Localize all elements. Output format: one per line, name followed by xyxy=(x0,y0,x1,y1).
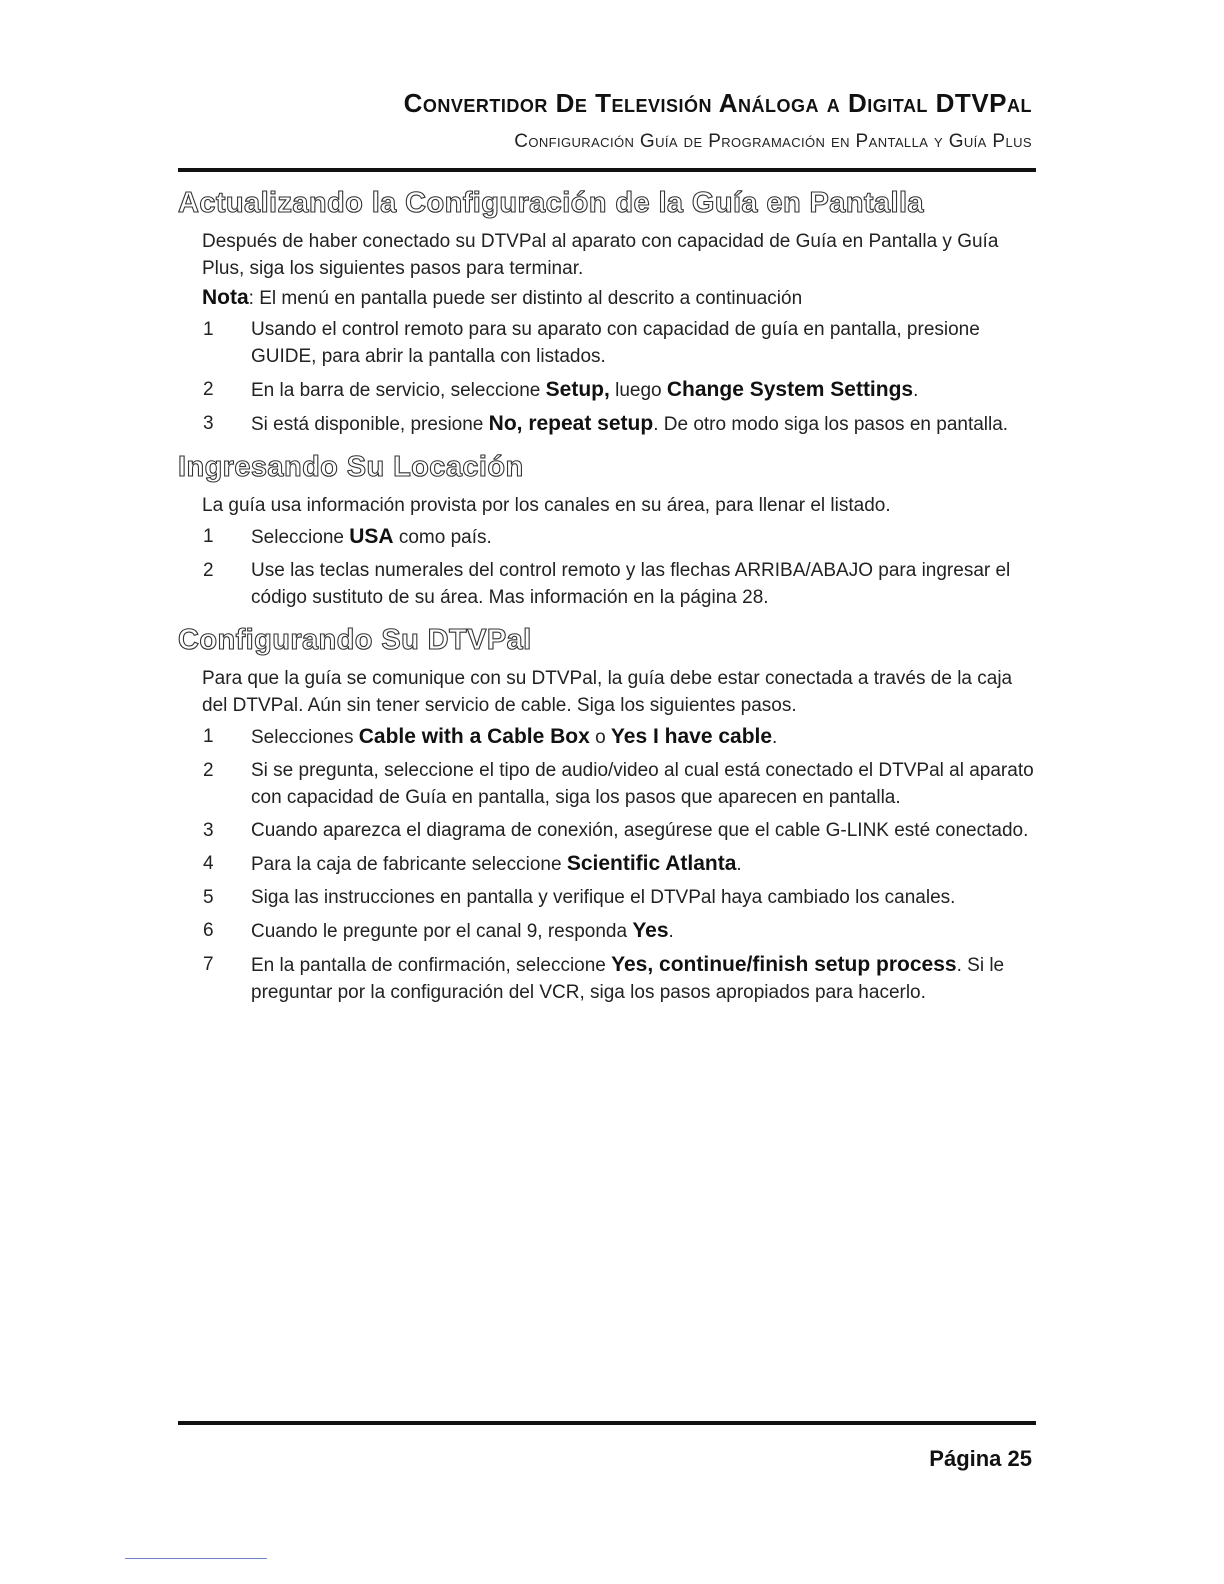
step-number: 3 xyxy=(203,413,214,434)
step-text xyxy=(251,917,1038,945)
note-paragraph xyxy=(202,284,1038,312)
page-number: Página 25 xyxy=(929,1446,1032,1471)
step-item xyxy=(178,723,1038,751)
step-number: 4 xyxy=(203,853,214,874)
document-title: Convertidor De Televisión Análoga a Digital DTVPal xyxy=(403,88,1032,118)
step-text-run: Siga las instrucciones en pantalla y verifique el DTVPal haya cambiado los canales. xyxy=(251,887,956,908)
step-emphasis: Cable with a Cable Box xyxy=(358,725,590,748)
step-text-run: . De otro modo siga los pasos en pantalla. xyxy=(653,414,1009,435)
step-emphasis: Yes xyxy=(632,919,669,942)
step-number: 2 xyxy=(203,560,214,581)
step-text-run: Seleccione xyxy=(251,527,350,548)
step-text-run: . Si le preguntar por la configuración del VCR, siga los pasos apropiados para hacerlo. xyxy=(251,955,1005,1003)
step-number: 3 xyxy=(203,820,214,841)
step-text-run: . xyxy=(772,727,778,748)
note-label: Nota xyxy=(202,286,249,309)
step-item xyxy=(178,951,1038,1006)
scan-edge-line xyxy=(125,1558,267,1559)
step-text-run: Usando el control remoto para su aparato con capacidad de guía en pantalla, presione GUIDE, para abrir la pantalla con listados. xyxy=(251,319,980,367)
step-text-run: . xyxy=(913,380,919,401)
step-text xyxy=(251,523,1038,551)
step-emphasis: Yes I have cable xyxy=(610,725,773,748)
step-text xyxy=(251,757,1038,811)
step-item xyxy=(178,410,1038,438)
step-text xyxy=(251,850,1038,878)
step-text-run: En la pantalla de confirmación, seleccione xyxy=(251,955,612,976)
section-intro: Para que la guía se comunique con su DTVPal, la guía debe estar conectada a través de la caja del DTVPal. Aún sin tener servicio de cable. Siga los siguientes pasos. xyxy=(202,668,1013,716)
step-text-run: como país. xyxy=(393,527,492,548)
step-item xyxy=(178,850,1038,878)
step-text xyxy=(251,410,1038,438)
footer-divider xyxy=(178,1421,1036,1425)
step-text xyxy=(251,723,1038,751)
document-subtitle: Configuración Guía de Programación en Pantalla y Guía Plus xyxy=(514,131,1032,152)
step-item xyxy=(178,757,1038,811)
step-text xyxy=(251,376,1038,404)
step-text xyxy=(251,951,1038,1006)
step-text-run: Cuando le pregunte por el canal 9, responda xyxy=(251,921,633,942)
main-content xyxy=(178,184,1038,1016)
step-number: 2 xyxy=(203,379,214,400)
steps-list xyxy=(178,316,1038,438)
section-configuring-dtvpal xyxy=(178,621,1038,1006)
step-item xyxy=(178,316,1038,370)
step-number: 1 xyxy=(203,726,214,747)
section-intro: La guía usa información provista por los canales en su área, para llenar el listado. xyxy=(202,495,891,516)
step-item xyxy=(178,376,1038,404)
step-text-run: . xyxy=(736,854,742,875)
step-number: 7 xyxy=(203,954,214,975)
step-emphasis: Scientific Atlanta xyxy=(566,852,737,875)
step-text-run: Si está disponible, presione xyxy=(251,414,489,435)
section-intro: Después de haber conectado su DTVPal al aparato con capacidad de Guía en Pantalla y Guía Plus, siga los siguientes pasos para terminar. xyxy=(202,231,999,279)
step-item xyxy=(178,917,1038,945)
step-item xyxy=(178,557,1038,611)
step-text xyxy=(251,884,1038,911)
step-item xyxy=(178,817,1038,844)
step-text-run: Selecciones xyxy=(251,727,359,748)
section-heading: Configurando Su DTVPal xyxy=(178,624,532,656)
step-item xyxy=(178,884,1038,911)
step-number: 5 xyxy=(203,887,214,908)
step-number: 1 xyxy=(203,526,214,547)
step-number: 6 xyxy=(203,920,214,941)
step-text-run: Cuando aparezca el diagrama de conexión, asegúrese que el cable G-LINK esté conectado. xyxy=(251,820,1029,841)
step-text xyxy=(251,557,1038,611)
section-heading: Ingresando Su Locación xyxy=(178,451,524,483)
step-emphasis: Change System Settings xyxy=(666,378,914,401)
step-text-run: o xyxy=(589,727,611,748)
step-emphasis: Yes, continue/finish setup process xyxy=(611,953,957,976)
step-item xyxy=(178,523,1038,551)
step-emphasis: Setup, xyxy=(545,378,610,401)
step-text xyxy=(251,817,1038,844)
step-text-run: luego xyxy=(609,380,667,401)
steps-list xyxy=(178,523,1038,611)
step-text-run: Para la caja de fabricante seleccione xyxy=(251,854,567,875)
section-location xyxy=(178,448,1038,611)
step-text-run: . xyxy=(668,921,674,942)
step-text-run: En la barra de servicio, seleccione xyxy=(251,380,546,401)
section-updating-guide xyxy=(178,184,1038,438)
step-number: 1 xyxy=(203,319,214,340)
step-emphasis: USA xyxy=(349,525,394,548)
note-text: : El menú en pantalla puede ser distinto al descrito a continuación xyxy=(248,288,803,309)
step-emphasis: No, repeat setup xyxy=(488,412,654,435)
step-text-run: Use las teclas numerales del control remoto y las flechas ARRIBA/ABAJO para ingresar el código sustituto de su área. Mas información en la página 28. xyxy=(251,560,1011,608)
step-number: 2 xyxy=(203,760,214,781)
step-text xyxy=(251,316,1038,370)
header-divider xyxy=(178,168,1036,172)
steps-list xyxy=(178,723,1038,1006)
step-text-run: Si se pregunta, seleccione el tipo de audio/video al cual está conectado el DTVPal al aparato con capacidad de Guía en pantalla, siga los pasos que aparecen en pantalla. xyxy=(251,760,1034,808)
section-heading: Actualizando la Configuración de la Guía en Pantalla xyxy=(178,187,924,219)
